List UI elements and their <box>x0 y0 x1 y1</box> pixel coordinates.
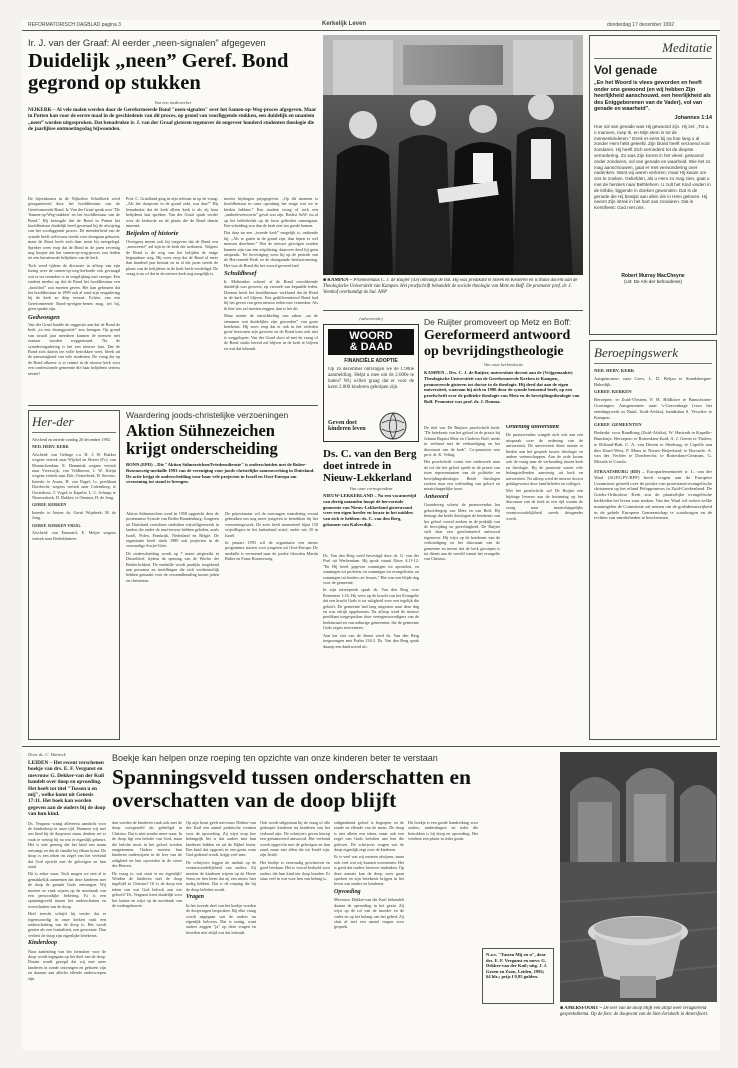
aktion-column-1 <box>126 511 219 739</box>
doop-kicker: Boekje kan helpen onze roeping ten opzichte van onze kinderen beter te verstaan <box>112 753 438 763</box>
ruijter-paragraph: De promovendus waagde zich ook aan een uitspraak over de ordening van de universiteit. De universiteit dient ruimte te bieden aan het gesprek tussen theologie en andere wetenschappen. Aan de orde kwam ook de vraag naar de verhouding tussen kerk en theologie. Bij de promotie waren vele belangstellenden aanwezig uit kerk en universiteit. Na afloop werd de nieuwe doctor gelukgewenst door familieleden en collega's. <box>506 432 583 487</box>
ad-text: Op 16 december ontvingen we de 1.900e aanmelding. Helpt u mee om de 2.000e te halen? Wij willen graag dat er voor de kerst 2.000 kinderen geholpen zijn. <box>328 367 414 390</box>
baptismal-font-photo <box>560 752 717 1002</box>
meditatie-quote: „En het Woord is vlees geworden en heeft onder ons gewoond (en wij hebben Zijn heerlijkheid aanschouwd, een heerlijkheid als des Eniggeborenen van de Vader), vol van genade en waarheid”. <box>594 80 711 113</box>
main-headline: Duidelijk „neen” Geref. Bond gegrond op stukken <box>28 50 289 94</box>
main-paragraph: Dat daar nu een „tweede kerk” mogelijk is, ontkende hij. „Als er gaten in de grond zijn, dan lopen er wel mensen doorheen.” Wat de nieuwe gevolgen zouden kunnen zijn van een afsplitsing, daarover deed hij geen uitspraak. Ter bevestiging wees hij op de periode van de Hervormde Kerk en de doorgaande besluitvorming. Het was de Bond die het woord gevoerd had. <box>224 230 318 268</box>
main-subheading: Gedwongen <box>28 313 60 321</box>
caption-marker: ■ <box>323 278 328 283</box>
sidebar-intro: Afscheid en intrede zondag 20 december 1992. <box>32 437 111 442</box>
doop-paragraph: De vraag is: wat staat er nu eigenlijk? Worden de kinderen met de doop ingelijfd in Christus? Of is de doop een teken van wat God belooft aan wie gelooft? Ds. Vergunst kiest duidelijk voor het laatste en wijst op de noodzaak van de wedergeboorte. <box>112 870 182 909</box>
ruijter-headline: Gereformeerd antwoord op bevrijdingstheologie <box>424 328 571 359</box>
beroeping-paragraph: Bedankt: voor Randburg (Zuid-Afrika), W. Hartrath te Kapelle-Bandonje. Beroepen: te Rotterdam-Zuid, A. J. Geerts te Tholen; te Riffand-Buh, C. A. van Dieren te Sleeburg; te Capelle aan den IJssel-West, P. Mens te Nieuw-Beijerland; te Borssele, A. van der Verfder te Dorderecht; te Rotterdam-Centrum, G. Mourik te Gouda. <box>594 430 712 465</box>
doop-column-5 <box>408 820 478 1042</box>
section-rule <box>22 746 720 747</box>
aktion-column-2 <box>225 511 318 739</box>
herder-paragraph: Ds. Van den Berg werd bevestigd door ds. G. van der Poel uit Werkendam. Hij sprak vanuit Efeze 4:11-12: "En Hij heeft gegeven sommigen tot apostelen, en sommigen tot profeten, en sommigen tot evangelisten, en sommigen tot herders en leraars." Het was een blijde dag voor de gemeente. <box>323 553 419 586</box>
herder-sidebar <box>28 410 120 740</box>
main-kicker: Ir. J. van der Graaf: Al eerder „neen-signalen” afgegeven <box>28 38 266 49</box>
ruijter-subheading: Antwoord <box>424 493 449 500</box>
promotion-photo <box>323 35 583 275</box>
meditatie-source: (Uit: De Ark der behoudenis) <box>624 278 682 284</box>
doop-paragraph: Naar aanleiding van het formulier voor de doop wordt ingegaan op het doel van de doop. Daarin wordt gezegd dat wij met onze kinderen in zonde ontvangen en geboren zijn en daarom aan allerlei ellende onderworpen zijn. <box>28 948 106 981</box>
ruijter-lead: KAMPEN – Drs. C. J. de Ruijter, universitair docent aan de (Vrijgemaakte) Theologische Universiteit van de Gereformeerde Kerken te Kampen, promoveerde gisteren tot doctor in de theologie. Hij deed dat aan de eigen universiteit, waaraan hij zich in 1990 door de synode benoemd heeft, op een proefschrift over de politieke theologie van Metz en de bevrijdingstheologie van Boff. Promotor was prof. dr. J. Douma. <box>424 370 580 404</box>
doop-column-4 <box>334 820 404 1042</box>
meditatie-author: Robert Murray MacCheyne <box>621 272 685 279</box>
ruijter-kicker: De Ruijter promoveert op Metz en Boff: <box>424 317 572 327</box>
doop-paragraph: Er is veel wat wij moeten afwijzen, maar ook veel wat wij kunnen overnemen. Het is goed dat ouders hierover nadenken. Op deze manier kan de doop weer gaan spreken en zijn betekenis krijgen in het leven van ouders en kinderen. <box>334 854 404 887</box>
herder-paragraph: In zijn intreepreek sprak ds. Van den Berg over Romeinen 1:16. Hij wees op de kracht van het Evangelie dat een kracht Gods is tot zaligheid voor een iegelijk die gelooft. De gemeente had lang uitgezien naar deze dag en was talrijk opgekomen. Na afloop werd de nieuwe predikant toegesproken door vertegenwoordigers van de kerkenraad en van naburige gemeenten, die de gemeente Gods zegen toewensten. <box>323 587 419 631</box>
herder-sidebar-title: Her-der <box>32 414 74 429</box>
doop-paragraph: zaligmakend geloof is begrepen en de zonde en ellende van de mens. De doop is niet alleen een teken, maar ook een zegel van Gods beloften aan hen die geloven. De schrijvers vragen wat de doop eigenlijk zegt over de kinderen. <box>334 820 404 853</box>
doop-intro-column <box>28 752 106 1044</box>
meditatie-body: Hoe vol van genade was Hij gewoond zijn. Hij zei: „Tot u, o mannen, roep Ik, en Mijn stem is tot de mensenkinderen.” Denk er eens bij na hoe lang u al zonder Hem hebt geleefd. Zijn bloed heeft verzoend voor zondaren. Hij heeft Zich vernederd tot de diepste vernedering. Zo was Zijn komst in het vlees: gewoond onder zondaren, vol van genade en waarheid. Wie het zo mag aanschouwen, gaat er met verwondering over nadenken. Want wij waren verloren; maar Hij kwam om ons te zoeken. Geliefden, als u Hem zo mag zien, gaat u met de herders naar Bethlehem. U zult het Kind vinden in de kribbe, liggende in doeken gewonden. Dat is de genade die Hij bewijst aan allen die in Hem geloven. Hij neemt Zijn intrek in het hart van zondaren. Dat is Kerstfeest: God met ons. <box>594 123 711 211</box>
main-paragraph: Prof. C. Graafland ging in zijn referaat in op de vraag: „Als het doopvont in de grond zakt, wat dan?” Hij benadrukte dat de kerk alleen kerk is als zij haar belijdenis laat spreken. Van der Graaf sprak verder over de kerkorde en de plaats die de Bond daarin inneemt. <box>126 196 218 229</box>
newspaper-page <box>22 20 720 1050</box>
caption-marker: ■ <box>560 1006 565 1011</box>
masthead-section: Kerkelijk Leven <box>322 21 367 27</box>
beroepingswerk-label: Beroepingswerk <box>594 345 678 360</box>
herder-lead: NIEUW-LEKKERLAND – Na een vacaturetijd van dertig maanden hoopt de hervormde gemeente van Nieuw-Lekkerland gisteravond weer een eigen herder en leraar in het midden van zich te hebben: ds. C. van den Berg, gekomen van Kalverdijk. <box>323 493 417 527</box>
section-rule <box>28 405 318 406</box>
sidebar-paragraph: Afscheid: van Gelinge c.a. H. J. W. Bakker wegens vertrek naar Wijckel en Sloten (Fr.); van Monnickendam, E. Hemmink wegens vertrek naar Vreeswijk; van Veldhoven, J. W. Kleijn wegens vertrek naar Ede; Oosterbeek, H. Stevens. Intrede: te Assen, H. van Nagel, l.c. predikant Dordrecht; wegens vertrek naar Culemborg; te Oosterhout, T. Vogel; te Kapelle, L. C. Schaap; te Nieuwerkerk, D. Bakker; te Ommen, H. de Jong. <box>32 451 116 501</box>
caption-lead: AMERSFOORT – <box>564 1006 603 1011</box>
herder-sidebar-body <box>32 437 116 543</box>
ad-brand-amp: & <box>349 341 358 353</box>
beroeping-section: GEREF. KERKEN <box>594 389 632 395</box>
ad-cta: Geven doet kinderen leven <box>328 420 366 432</box>
caption-lead: KAMPEN – <box>327 278 353 283</box>
doop-paragraph: Het boekje is eenvoudig geschreven en goed leesbaar. Het is vooral bedoeld voor ouders die hun kind ten doop houden. Er staat veel in wat voor hen van belang is. <box>260 859 330 882</box>
ad-footer <box>328 411 414 441</box>
main-byline: Van een medewerker <box>154 100 192 105</box>
sidebar-divider <box>32 432 116 433</box>
ad-subtitle: FINANCIËLE ADOPTIE <box>344 358 398 364</box>
section-rule <box>323 310 583 311</box>
straatsburg-text: Europarlementariër ir. L. van der Waal (SGP/GPV/RPF) heeft vragen aan de Europese Commissie gesteld over de positie van protestants-evangelische christenen op het eiland Pelopponesos in Zuid-Griekenland. De Grieks-Orthodoxe Kerk zou de plaatselijke evangelische kerkleden het leven zuur maken. Van der Waal wil weten welke maatregelen de Commissie zal nemen om de godsdienstvrijheid in de gehele Europese Gemeenschap te waarborgen en de rechten van minderheden te beschermen. <box>594 468 712 521</box>
ruijter-column-2 <box>506 425 583 739</box>
caption-text: De leer van de doop blijft een altijd weer terugkerend gespreksthema. Op de foto: de doopvont van de Sint-Joriskerk in Amersfoort. <box>560 1006 709 1017</box>
ad-globe-icon <box>378 411 408 441</box>
doop-paragraph: De schrijvers leggen de nadruk op de verantwoordelijkheid van ouders. Zij moeten de kinderen wijzen op de Heere Jezus en hen leren dat zij een nieuw hart nodig hebben. Dat is de roeping die bij de doop beleden wordt. <box>186 859 256 892</box>
beroeping-paragraph: Aangenomen: naar Goes, L. D. Beljaa te Standsbergen-Bekedijk. <box>594 375 712 387</box>
ad-brand <box>328 329 414 355</box>
doop-column-1 <box>112 820 182 1042</box>
sidebar-section: GEREF. KERKEN VRIJG. <box>32 522 82 528</box>
main-paragraph: Overigens meent ook hij toegeven dat de Bond een „noeweeste” zal zijn in de kerk der toekomst. Volgens de Bond is de weg van het belijden de enige begaanbare weg. Hij wees erop dat de Bond al meer dan honderd jaar bestaat en in al die jaren steeds de plaats van de belijdenis in de kerk heeft verdedigd. De vraag is nu of dat in de nieuwe kerk nog mogelijk is. <box>126 238 218 277</box>
ad-brand-word-1: WOORD <box>349 330 393 342</box>
sidebar-section: GEREF. KERKEN <box>32 502 67 508</box>
sidebar-divider <box>594 58 712 59</box>
aktion-kicker: Waardering joods-christelijke verzoeningen <box>126 410 289 420</box>
aktion-paragraph: In januari 1993 wil de organisatie een nieuw programma starten voor jongeren uit Oost-Europa. De medaille is vernoemd naar de joodse filosofen Martin Buber en Franz Rosenzweig. <box>225 540 318 562</box>
ruijter-paragraph: Met het proefschrift wil De Ruijter een bijdrage leveren aan de bezinning op het diaconaat van de kerk in een tijd waarin de vraag naar maatschappelijke verantwoordelijkheid steeds dringender wordt. <box>506 488 583 521</box>
photo-credit: ANP <box>377 289 387 295</box>
beroepingswerk-body <box>594 368 712 523</box>
book-info-box: N.a.v. "Tussen Mij en u", door drs. E. F. Vergunst en mevr. G. Dekker-van der Kuil; uitg. J. J. Groen en Zoon, Leiden, 1992; 64 blz.; prijs f 9,95 gulden. <box>482 948 554 1004</box>
straatsburg-lead: STRAATSBURG (RD) – <box>594 468 645 474</box>
baptismal-font-caption <box>560 1006 717 1044</box>
aktion-paragraph: De prijswinnaar wil de ontvangen waardering vooral gebruiken om nog meer jongeren te betrekken bij het verzoeningswerk. De actie heeft momenteel bijna 150 vrijwilligers in het buitenland actief, onder wie 20 in Israël. <box>225 511 318 538</box>
meditatie-box <box>589 35 717 335</box>
doop-paragraph: Ook wordt stilgestaan bij de vraag of alle gedoopte kinderen nu kinderen van het verbond zijn. De schrijvers geven hierop een genuanceerd antwoord. Het verbond wordt opgericht met de gelovigen en hun zaad, maar niet allen die uit Israël zijn, zijn Israël. <box>260 820 330 858</box>
herder-headline: Ds. C. van den Berg doet intrede in Nieuw-Lekkerland <box>323 448 417 484</box>
masthead-left: REFORMATORISCH DAGBLAD pagina 3 <box>28 22 121 28</box>
meditatie-title: Vol genade <box>594 63 658 77</box>
beroeping-section: NED. HERV. KERK <box>594 368 635 373</box>
doop-column-3 <box>260 820 330 1042</box>
doop-paragraph: Heel terecht schrijft hij verder dat er tegenwoordig in onze kerken vaak een onderschatting van de doop is. Het wordt gezien als een formaliteit, een gewoonte. Dan verliest de doop zijn eigenlijke betekenis. <box>28 911 106 938</box>
main-paragraph: Toch werd tijdens de discussie in afloop van zijn lezing over de samen-op-weg-kerkorde ook gevraagd wat er nu verandert is in vergelijking met vroeger. Een student merkte op dat de Bond het hoofdbestuur een „hoofdrol” zou moeten geven. Het kan gebeuren dat het hoofdbestuur in 1999 ook al rond zijn vergadering bij de kerk zo diep ervaart. Echter, van een Gereformeerde Bond-op-eigen-benen mag, zei hij, geen sprake zijn. <box>28 262 120 312</box>
meditatie-reference: Johannes 1:14 <box>674 114 712 121</box>
doop-subheading: Opvoeding <box>334 888 361 895</box>
doop-paragraph: dan werden de kinderen vaak ook met de doop voorgesteld als geheiligd in Christus. Dat is niet zonder meer waar. In de doop ligt een belofte van God, maar die belofte moet in het geloof worden aangenomen. Ouders moeten hun kinderen onderwijzen in de leer van de zaligheid en hen opvoeden in de vreze des Heeren. <box>112 820 182 869</box>
doop-lead: LEIDEN – Het recent verschenen boekje van drs. E. F. Vergunst en mevrouw G. Dekker-van der Kuil handelt over doop en opvoeding. Het heeft tot titel "Tussen u en mij", welke komt uit Genesis 17:11. Het boek kan worden gegeven aan de ouders bij de doop van hun kind. <box>28 760 106 818</box>
sidebar-section: NED. HERV. KERK <box>32 444 69 450</box>
main-paragraph: Maar noemt de ontwikkeling van zaken „nu de stemmen wat duidelijker zijn geworden” van grote betekenis. Hij wees erop dat er ook in het verleden grote bezwaren zijn geweest en de Bond toen ook niet is weggelopen. Van der Graaf sloot af met de vraag of de Bond straks bereid zal blijven in de kerk te blijven en wat dat inhoudt. <box>224 313 318 351</box>
ad-brand-word-2: DAAD <box>360 341 393 353</box>
masthead-rule <box>22 30 720 31</box>
main-subheading: Schuldbesef <box>224 270 257 278</box>
ruijter-paragraph: Gaandeweg schetst de promovendus het geloofsbegrip van Metz en van Boff. Hij betoogt dat beide theologen de betekenis van het geloof vooral zoeken in de praktijk van de bevrijding en gerechtigheid. De Ruijter stelt daar een gereformeerd antwoord tegenover. Hij wijst op de betekenis van de verkondiging en het diaconaat van de gemeente en meent dat de kerk geroepen is tot dienst aan de wereld vanuit het evangelie van Christus. <box>424 502 500 562</box>
aktion-paragraph: Aktion Sühnezeichen werd in 1958 opgericht door de protestantse Synode van Berlin-Brandenburg. Jongeren uit Duitsland verrichten sindsdien vrijwilligerswerk in landen die onder de nazi-terreur hebben geleden, zoals Israël, Polen, Frankrijk, Nederland en België. De organisatie heeft sinds 1989 ook projecten in de voormalige Sovjet-Unie. <box>126 511 219 549</box>
doop-paragraph: Mevrouw Dekker-van der Kuil behandelt daarna de opvoeding in het gezin. Zij wijst op de rol van de moeder en de vader en op het belang van het gebed. Zij sluit af met een aantal vragen voor gesprek. <box>334 897 404 930</box>
ruijter-paragraph: De titel van De Ruijters proefschrift luidt: "De betekenis van het geloof in de praxis bij Johann Baptist Metz en Clodovis Boff, mede in verband met de verkondiging en het diaconaat van de kerk". Co-promotor was prof. dr. K. Veling. <box>424 425 500 458</box>
doop-byline: Door ds. C. Harinck <box>28 752 66 757</box>
aktion-headline: Aktion Sühnezeichen krijgt onderscheiding <box>126 421 278 458</box>
main-paragraph: moeite bijdragen prijsgegeven. „Op dit moment is hoofdbestuur in onze opvatting het enige wat we te bieden hebben.” Een student vroeg of toch een „amberlevensvorm” geval zou zijn. Beslist SoW: nu al op het beleidsvlak op de facto gebieden samengaan. Een scheiding zou dan de kerk niet ten goede komen. <box>224 196 318 229</box>
herder-byline: Van onze correspondent <box>349 486 393 491</box>
ruijter-byline: Van onze kerkredactie <box>483 362 524 367</box>
doop-paragraph: Dit boekje is een goede handreiking voor ouders, ambtsdragers en ieder die betrokken is bij doop en opvoeding. Het verdient een plaats in ieder gezin. <box>408 820 478 842</box>
doop-paragraph: Dit is zeker waar. Toch mogen we niet al te gemakkelijk aannemen dat deze kinderen met de doop de genade Gods ontvangen. Wij moeten ze vaak wijzen op de noodzaak van een persoonlijke bekering. Er is een spanningsveld tussen het onderschatten en overschatten van de doop. <box>28 871 106 909</box>
doop-subheading: Vragen <box>186 894 205 901</box>
sidebar-paragraph: Afscheid: van Enumatil, E. Meijer wegens vertrek naar Berkeldsmeer. <box>32 530 116 541</box>
advertisement[interactable] <box>323 324 419 442</box>
ruijter-column-1 <box>424 425 500 739</box>
main-lead: NIJKERK – Al vele malen werden door de Gereformeerde Bond "neen-signalen" over het Samen-op-Weg-proces afgegeven. Maar in Putten kan voor de eerste maal in de geschiedenis van dit proces, op grond van voorliggende stukken, een duidelijk en unaniem „neen” worden uitgesproken. Dat benadrukte ir. J. van der Graaf gisteren tegenover de ongeveer honderd studenten theologie die de jaarlijkse ontmoetingsdag bijwoonden. <box>28 107 317 132</box>
main-column-1 <box>28 196 120 400</box>
masthead-date: donderdag 17 december 1992 <box>607 22 674 28</box>
main-column-3 <box>224 196 318 400</box>
beroeping-section: GEREF. GEMEENTEN <box>594 422 642 428</box>
main-subheading: Beijeden of historie <box>126 230 179 238</box>
main-paragraph: Van der Graaf haalde de suggestie aan dat de Bond de kerk „in een dwangpositie” zou brengen. Op grond van twaalf jaar meedoen kunnen de mensen niet zomaar worden weggestuurd. Na de synodevergadering is het een nieuwe fase. Dat de Bond zich daarin ten volle betrokken weet, bleek uit de aanwezigheid van vele studenten. De vraag die op de Bond afkomt: is er ruimte in de nieuwe kerk voor een confessionele gemeente die haar belijdenis serieus neemt? <box>28 321 120 376</box>
main-column-2 <box>126 196 218 400</box>
aktion-lead: BONN (EPD) – Die "Aktion Sühnezeichen/Friedensdienste" is onderscheiden met de Buber-Rosenzweig-medaille 1993 van de vereniging voor joods-christelijke samenwerking in Duitsland. De actie krijgt de onderscheiding voor haar vele projecten in Israël en Oost-Europa om verzoening tot stand te brengen. <box>126 462 315 485</box>
promotion-photo-caption <box>323 278 583 308</box>
beroepingswerk-box <box>589 340 717 740</box>
sidebar-divider <box>594 363 712 364</box>
doop-paragraph: Ds. Vergunst vraagt allereerst aandacht voor de kinderdoop in onze tijd. Wanneer wij met ons kind bij de doopvont staan, denken we er vaak te weinig bij na wat er eigenlijk gebeurt. Het is niet genoeg dat het kind een naam ontvangt en dat de familie bij elkaar komt. De doop is een teken en zegel van het verbond dat God opricht met de gelovigen en hun zaad. <box>28 820 106 869</box>
caption-text: Promovendus C. J. de Ruijter (43) ontvangt de bul. Hij was predikant te Sneek en Kesteren en is thans docent aan de Theologische Universiteit van Kampen. Het proefschrift behandelt de sociale theologie van Metz en Boff. De promotor prof. dr. J. Veenhof overhandigt de bul. <box>323 278 578 295</box>
ruijter-paragraph: Het proefschrift vormt een onderzoek naar de rol die het geloof speelt in de praxis van twee representanten van de politieke en bevrijdingstheologie. Beide theologen zoeken naar een verbinding van geloof en maatschappelijke inzet. <box>424 459 500 492</box>
main-paragraph: Ir. Moltmaker schreef af de Bond onvoldoende duidelijk was geweest, op verzoek van bepaalde leden. Daarom heeft het hoofdbestuur verklaard dat de Bond in de kerk wil blijven. Een gedifferentieerd Bond had bij het geven van geen nieuwe reden niet vermeden. Als ik hier iets zal moeten zeggen, dan is het dit. <box>224 278 318 311</box>
doop-paragraph: Op zijn beurt geeft mevrouw Dekker-van der Kuil een aantal praktische wenken voor de opvoeding. Zij wijst erop hoe belangrijk het is dat ouders met hun kinderen bidden en uit de Bijbel lezen. Een kind dat opgroeit in een gezin waar God gediend wordt, krijgt veel mee. <box>186 820 256 858</box>
doop-headline: Spanningsveld tussen onderschatten en overschatten van de doop blijft <box>112 765 472 812</box>
herder-paragraph: Aan het slot van de dienst werd ds. Van den Berg toegezongen met Psalm 134:3. Ds. Van den Berg sprak daarop een dankwoord uit. <box>323 632 419 649</box>
ad-label: (advertentie) <box>359 316 383 321</box>
ruijter-subheading: Ordening universiteit <box>506 425 559 430</box>
meditatie-label: Meditatie <box>662 40 712 55</box>
doop-column-2 <box>186 820 256 1042</box>
aktion-paragraph: De onderscheiding wordt op 7 maart uitgereikt in Düsseldorf, tijdens de opening van de Woche der Brüderlichkeit. De medaille wordt jaarlijks toegekend aan personen en instellingen die zich verdienstelijk hebben gemaakt voor de verstandhouding tussen joden en christenen. <box>126 550 219 583</box>
beroeping-paragraph: Beroepen: te Zuid-Vleuten, F. H. Bildhiwe te Bunschoten-Groningen. Aangenomen: naar 's-Gravenhage (voor het zendingswerk in Natal, Zuid-Afrika), kandidaat S. Visscher te Kampen. <box>594 397 712 420</box>
sidebar-paragraph: Intrede: te Ansen: ds. Gerrit Wijnbeek, M. de Jong. <box>32 509 116 521</box>
doop-intro-body <box>28 821 106 983</box>
herder-body <box>323 553 419 739</box>
doop-paragraph: In het tweede deel van het boekje worden de doopvragen besproken. Bij elke vraag wordt nagegaan wat de ouders nu eigenlijk beloven. Dat is nuttig, want ouders zeggen "ja" op deze vragen en beseffen niet altijd wat dat inhoudt. <box>186 902 256 935</box>
main-paragraph: De bijeenkomst in de Nijkerkse Schuilkerk werd georganiseerd door het hoofdbestuur van de Gereformeerde Bond. Ir. Van der Graaf sprak over "De 'Samen-op-Weg-stukken' en het hoofdbestuur van de Bond." Hij betoogde dat de Bond in Putten het hoofdbestuur duidelijk heeft gesteund bij de afwijzing van het voorliggende proces. De meerderheid van de synode heeft weliswaar steeds voor doorgaan gekozen, maar de Bond heeft zich daar nooit bij neergelegd. Spreker wees erop dat de Bond in de jaren zeventig nog hoopte dat het samen-op-weg-proces zou leiden tot een hernieuwde belijdenis van de kerk. <box>28 196 120 261</box>
doop-subheading: Kinderdoop <box>28 940 58 947</box>
